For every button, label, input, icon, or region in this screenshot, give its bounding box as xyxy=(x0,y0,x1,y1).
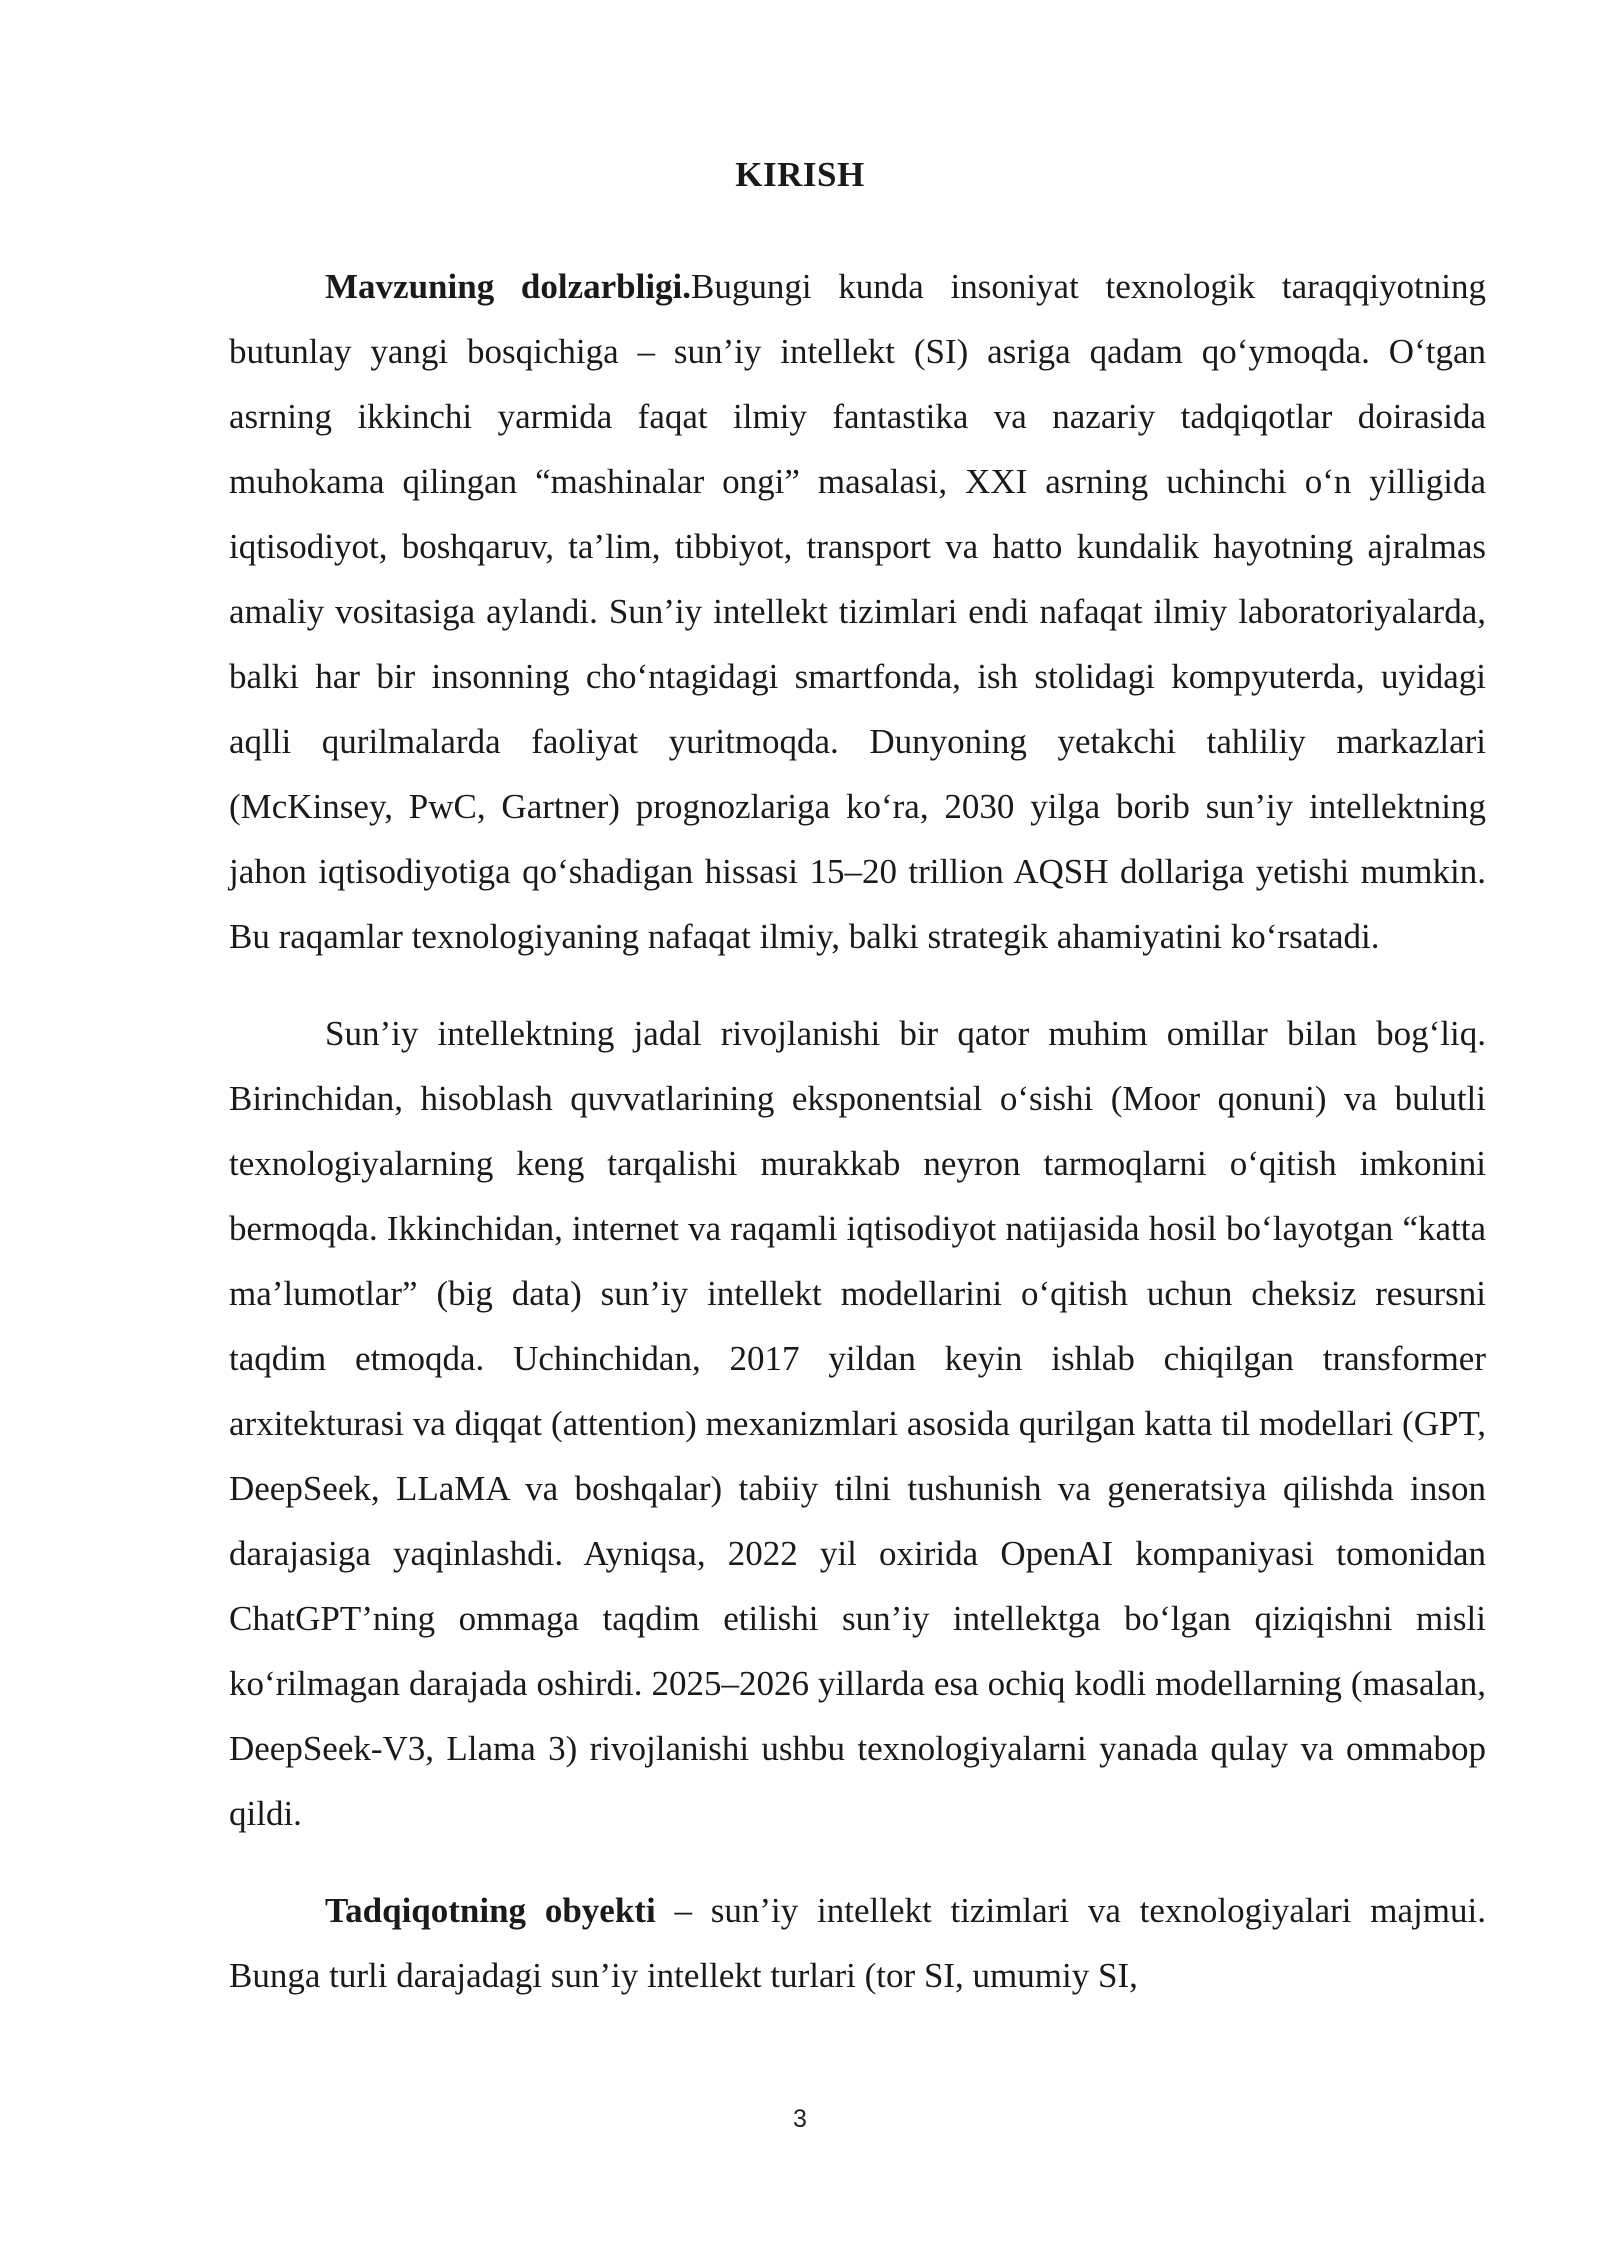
paragraph-relevance xyxy=(229,254,1486,969)
body-text xyxy=(229,254,1486,2008)
paragraph-text-relevance: Bugungi kunda insoniyat texnologik taraqqiyotning butunlay yangi bosqichiga – sun’iy intellekt (SI) asriga qadam qo‘ymoqda. O‘tgan asrning ikkinchi yarmida faqat ilmiy fantastika va nazariy tadqiqotlar doirasida muhokama qilingan “mashinalar ongi” masalasi, XXI asrning uchinchi o‘n yilligida iqtisodiyot, boshqaruv, ta’lim, tibbiyot, transport va hatto kundalik hayotning ajralmas amaliy vositasiga aylandi. Sun’iy intellekt tizimlari endi nafaqat ilmiy laboratoriyalarda, balki har bir insonning cho‘ntagidagi smartfonda, ish stolidagi kompyuterda, uyidagi aqlli qurilmalarda faoliyat yuritmoqda. Dunyoning yetakchi tahliliy markazlari (McKinsey, PwC, Gartner) prognozlariga ko‘ra, 2030 yilga borib sun’iy intellektning jahon iqtisodiyotiga qo‘shadigan hissasi 15–20 trillion AQSH dollariga yetishi mumkin. Bu raqamlar texnologiyaning nafaqat ilmiy, balki strategik ahamiyatini ko‘rsatadi. xyxy=(229,267,1486,956)
paragraph-text-research-object: – sun’iy intellekt tizimlari va texnologiyalari majmui. Bunga turli darajadagi sun’iy intellekt turlari (tor SI, umumiy SI, xyxy=(229,1891,1486,1995)
paragraph-development-factors xyxy=(229,1001,1486,1846)
section-heading: KIRISH xyxy=(735,155,865,194)
paragraph-lead-research-object: Tadqiqotning obyekti xyxy=(325,1891,656,1930)
paragraph-text-development-factors: Sun’iy intellektning jadal rivojlanishi bir qator muhim omillar bilan bog‘liq. Birinchidan, hisoblash quvvatlarining eksponentsial o‘sishi (Moor qonuni) va bulutli texnologiyalarning keng tarqalishi murakkab neyron tarmoqlarni o‘qitish imkonini bermoqda. Ikkinchidan, internet va raqamli iqtisodiyot natijasida hosil bo‘layotgan “katta ma’lumotlar” (big data) sun’iy intellekt modellarini o‘qitish uchun cheksiz resursni taqdim etmoqda. Uchinchidan, 2017 yildan keyin ishlab chiqilgan transformer arxitekturasi va diqqat (attention) mexanizmlari asosida qurilgan katta til modellari (GPT, DeepSeek, LLaMA va boshqalar) tabiiy tilni tushunish va generatsiya qilishda inson darajasiga yaqinlashdi. Ayniqsa, 2022 yil oxirida OpenAI kompaniyasi tomonidan ChatGPT’ning ommaga taqdim etilishi sun’iy intellektga bo‘lgan qiziqishni misli ko‘rilmagan darajada oshirdi. 2025–2026 yillarda esa ochiq kodli modellarning (masalan, DeepSeek-V3, Llama 3) rivojlanishi ushbu texnologiyalarni yanada qulay va ommabop qildi. xyxy=(229,1014,1486,1833)
paragraph-research-object xyxy=(229,1878,1486,2008)
paragraph-lead-relevance: Mavzuning dolzarbligi. xyxy=(325,267,692,306)
page-number: 3 xyxy=(793,2105,807,2133)
